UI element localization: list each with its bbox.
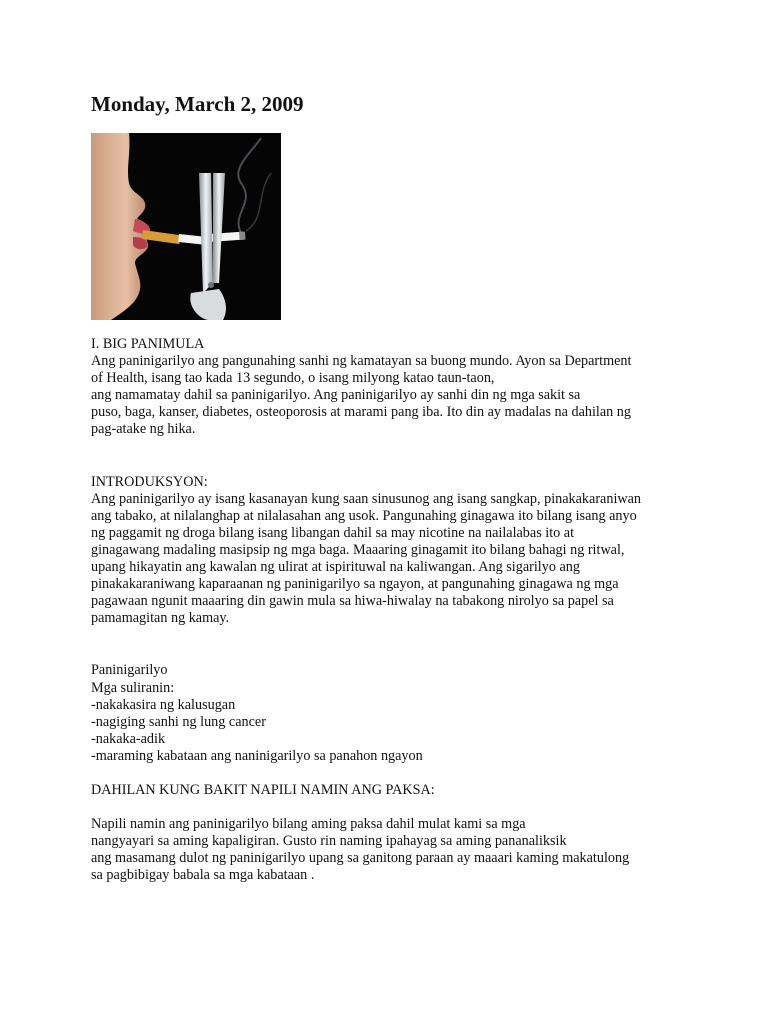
section-heading: DAHILAN KUNG BAKIT NAPILI NAMIN ANG PAKSA: — [91, 781, 435, 798]
paragraph-line: nangyayari sa aming kapaligiran. Gusto rin naming ipahayag sa aming pananaliksik — [91, 833, 567, 850]
paragraph-line: ang tabako, at nilalanghap at nilalasahan ang usok. Pangunahing ginagawa ito bilang isang anyo — [91, 507, 637, 524]
post-date-title: Monday, March 2, 2009 — [91, 92, 304, 116]
section-heading: INTRODUKSYON: — [91, 473, 208, 490]
topic-label: Paninigarilyo — [91, 662, 168, 679]
paragraph-line: of Health, isang tao kada 13 segundo, o isang milyong katao taun-taon, — [91, 370, 495, 387]
section-panimula — [91, 336, 691, 439]
smoking-scissors-photo — [91, 133, 281, 320]
paragraph-line: puso, baga, kanser, diabetes, osteoporosis at marami pang iba. Ito din ay madalas na dahilan ng — [91, 404, 631, 421]
section-dahilan — [91, 782, 691, 884]
section-suliranin — [91, 662, 691, 765]
list-item: -nakaka-adik — [91, 730, 166, 747]
list-item: -nagiging sanhi ng lung cancer — [91, 713, 266, 730]
section-heading: Mga suliranin: — [91, 679, 175, 696]
paragraph-line: pag-atake ng hika. — [91, 421, 196, 438]
paragraph-line: Ang paninigarilyo ay isang kasanayan kung saan sinusunog ang isang sangkap, pinakakaraniwan — [91, 490, 642, 507]
section-introduksyon — [91, 474, 691, 628]
post-body — [91, 336, 691, 884]
photo-illustration — [91, 133, 281, 320]
paragraph-line: ng paggamit ng droga bilang isang libangan dahil sa may nicotine na nailalabas ito at — [91, 524, 575, 541]
paragraph-line: pamamagitan ng kamay. — [91, 610, 230, 627]
list-item: -nakakasira ng kalusugan — [91, 696, 236, 713]
paragraph-line: sa pagbibigay babala sa mga kabataan . — [91, 867, 315, 884]
paragraph-line: upang hikayatin ang kawalan ng ulirat at ispirituwal na kaliwangan. Ang sigarilyo ang — [91, 559, 580, 576]
paragraph-line: pagawaan ngunit maaaring din gawin mula sa hiwa-hiwalay na tabakong nirolyo sa papel sa — [91, 593, 614, 610]
paragraph-line: ginagawang madaling masipsip ng mga baga. Maaaring ginagamit ito bilang bahagi ng ritwal, — [91, 541, 625, 558]
paragraph-line: Napili namin ang paninigarilyo bilang aming paksa dahil mulat kami sa mga — [91, 816, 526, 833]
paragraph-line: Ang paninigarilyo ang pangunahing sanhi ng kamatayan sa buong mundo. Ayon sa Department — [91, 353, 632, 370]
paragraph-line: pinakakaraniwang kaparaanan ng paninigarilyo sa ngayon, at pangunahing ginagawa ng mga — [91, 576, 619, 593]
section-heading: I. BIG PANIMULA — [91, 336, 205, 352]
paragraph-line: ang namamatay dahil sa paninigarilyo. Ang paninigarilyo ay sanhi din ng mga sakit sa — [91, 387, 581, 404]
list-item: -maraming kabataan ang naninigarilyo sa panahon ngayon — [91, 747, 423, 764]
paragraph-line: ang masamang dulot ng paninigarilyo upang sa ganitong paraan ay maaari kaming makatulong — [91, 850, 630, 867]
